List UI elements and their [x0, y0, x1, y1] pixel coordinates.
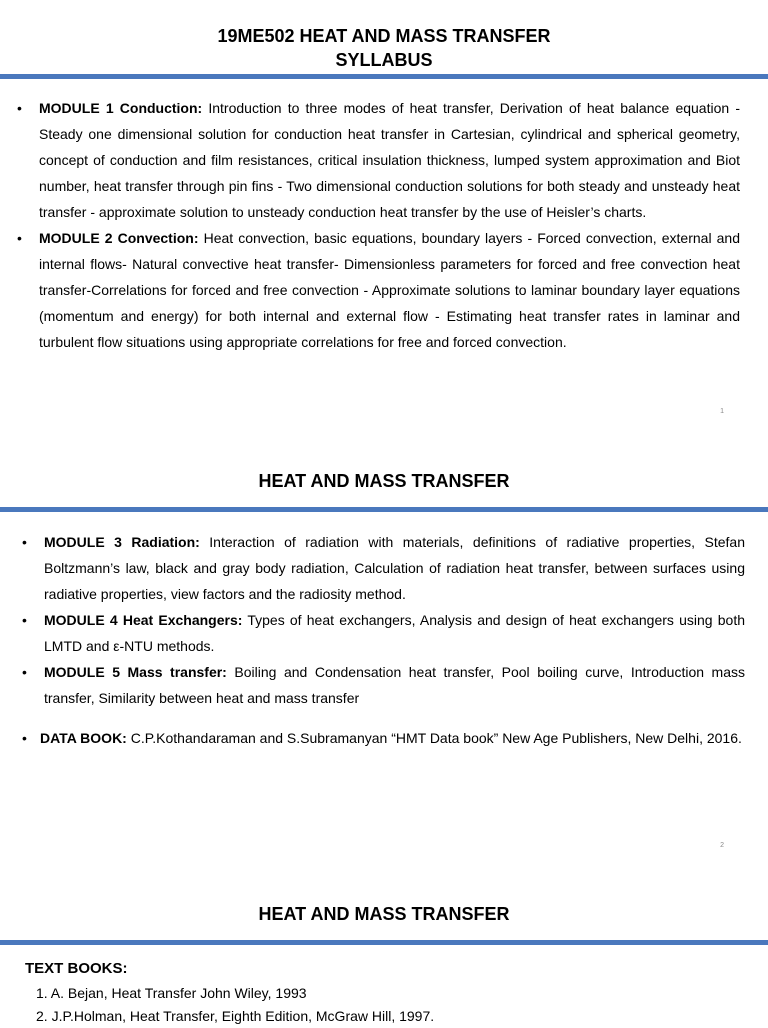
bullet: •: [17, 230, 22, 246]
module-text: Introduction to three modes of heat transfer, Derivation of heat balance equation - Steady one dimensional solution for conduction heat transfer in Cartesian, cylindrical and spherical geometry, concept of conduction and film resistances, critical insulation thickness, lumped system approximation and Biot number, heat transfer through pin fins - Two dimensional conduction solutions for both steady and unsteady heat transfer - approximate solution to unsteady conduction heat transfer by the use of Heisler’s charts.: [39, 100, 740, 220]
title-divider: [0, 74, 768, 79]
data-book-label: DATA BOOK:: [40, 730, 127, 746]
page-number: 1: [720, 408, 724, 415]
list-item: 1. A. Bejan, Heat Transfer John Wiley, 1993: [36, 985, 307, 1001]
data-book-text: C.P.Kothandaraman and S.Subramanyan “HMT Data book” New Age Publishers, New Delhi, 2016.: [126, 730, 742, 746]
list-item: [22, 529, 745, 607]
module-text: Interaction of radiation with materials, definitions of radiative properties, Stefan Boltzmann’s law, black and gray body radiation, Calculation of radiation heat transfer, between surfaces using radiative properties, view factors and the radiosity method.: [44, 534, 745, 602]
list-item: [17, 95, 740, 225]
module-label: MODULE 3 Radiation:: [44, 534, 200, 550]
module-label: MODULE 4 Heat Exchangers:: [44, 612, 243, 628]
syllabus-title: [0, 24, 768, 72]
course-title: 19ME502 HEAT AND MASS TRANSFER: [217, 26, 551, 46]
page-number: 2: [720, 842, 724, 849]
list-item: [22, 659, 745, 711]
module-label: MODULE 2 Convection:: [39, 230, 199, 246]
title-divider: [0, 507, 768, 512]
syllabus-heading: SYLLABUS: [335, 50, 433, 70]
data-book-list: [22, 729, 748, 748]
bullet: •: [22, 730, 27, 746]
page-title: HEAT AND MASS TRANSFER: [258, 471, 510, 491]
bullet: •: [22, 612, 27, 628]
module-text: Boiling and Condensation heat transfer, Pool boiling curve, Introduction mass transfer, Similarity between heat and mass transfer: [44, 664, 745, 706]
module-label: MODULE 5 Mass transfer:: [44, 664, 227, 680]
module-list-1: [17, 95, 740, 355]
bullet: •: [22, 534, 27, 550]
title-divider: [0, 940, 768, 945]
page-title: HEAT AND MASS TRANSFER: [258, 904, 510, 924]
bullet: •: [17, 100, 22, 116]
module-text: Types of heat exchangers, Analysis and design of heat exchangers using both LMTD and ε-NTU methods.: [44, 612, 745, 654]
module-label: MODULE 1 Conduction:: [39, 100, 203, 116]
text-books-heading: TEXT BOOKS:: [25, 960, 128, 977]
list-item: [22, 607, 745, 659]
text-books-list: [36, 982, 434, 1028]
list-item: [17, 225, 740, 355]
list-item: [22, 729, 748, 748]
list-item: 2. J.P.Holman, Heat Transfer, Eighth Edition, McGraw Hill, 1997.: [36, 1008, 435, 1024]
module-text: Heat convection, basic equations, boundary layers - Forced convection, external and internal flows- Natural convective heat transfer- Dimensionless parameters for forced and free convection heat transfer-Correlations for forced and free convection - Approximate solutions to laminar boundary layer equations (momentum and energy) for both internal and external flow - Estimating heat transfer rates in laminar and turbulent flow situations using appropriate correlations for free and forced convection.: [39, 230, 740, 350]
bullet: •: [22, 664, 27, 680]
module-list-2: [22, 529, 745, 711]
